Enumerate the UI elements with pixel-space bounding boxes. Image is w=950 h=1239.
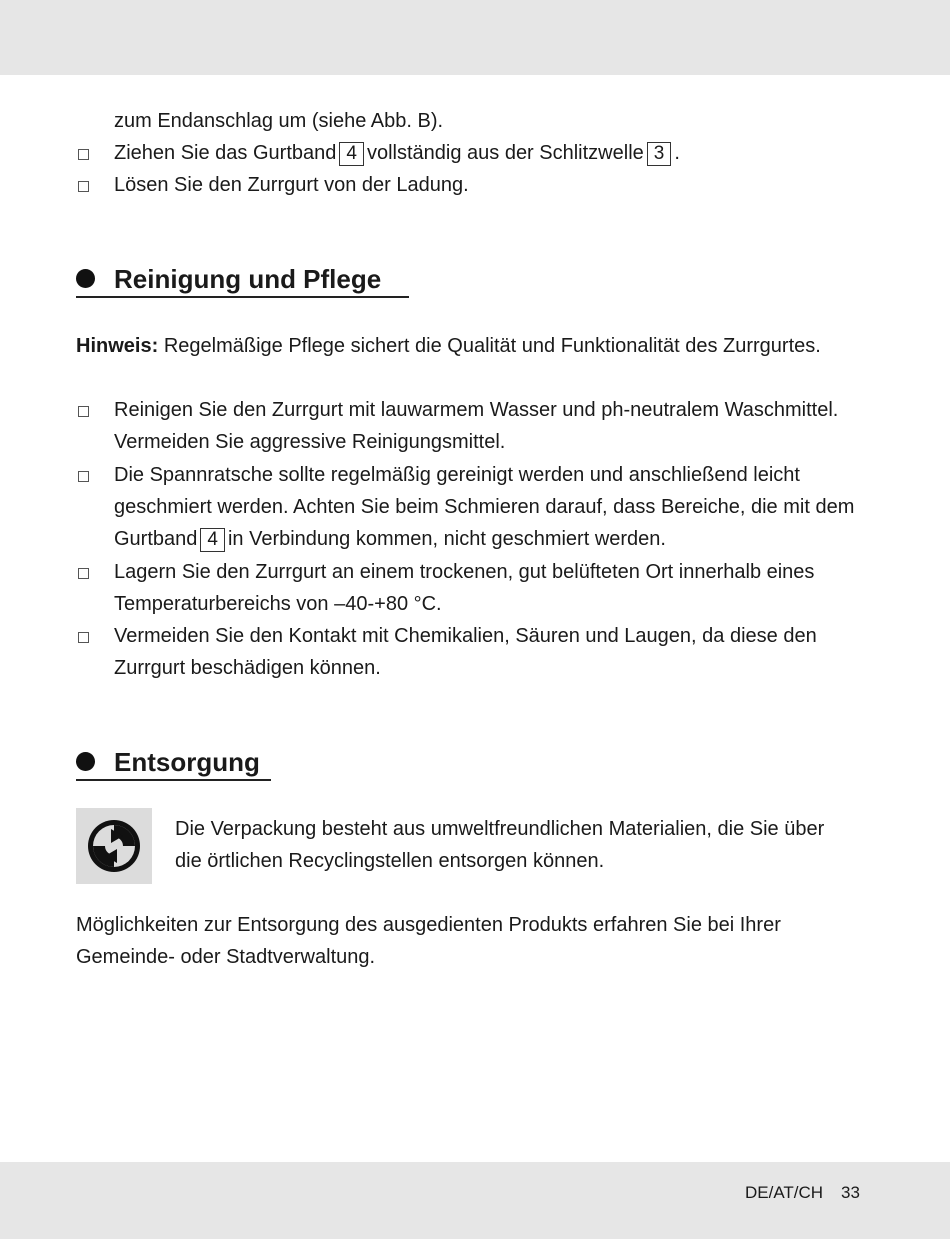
checkbox-icon — [78, 632, 89, 643]
heading-underline — [76, 779, 271, 781]
list-item-line: Zurrgurt beschädigen können. — [114, 657, 381, 679]
packaging-text-line: die örtlichen Recyclingstellen entsorgen können. — [175, 850, 605, 872]
list-item-line: Lagern Sie den Zurrgurt an einem trockenen, gut belüfteten Ort innerhalb eines — [114, 561, 815, 583]
checkbox-icon — [78, 471, 89, 482]
section-title-cleaning: Reinigung und Pflege — [114, 264, 382, 294]
checkbox-icon — [78, 568, 89, 579]
part-reference: 4 — [339, 142, 364, 166]
list-item-line: geschmiert werden. Achten Sie beim Schmieren darauf, dass Bereiche, die mit dem — [114, 496, 855, 518]
page-number: 33 — [841, 1183, 860, 1202]
note-paragraph: Hinweis: Regelmäßige Pflege sichert die Qualität und Funktionalität des Zurrgurtes. — [76, 335, 821, 357]
recycling-symbol-icon — [87, 819, 141, 873]
list-item: Ziehen Sie das Gurtband 4 vollständig aus der Schlitzwelle 3 . — [114, 142, 680, 164]
list-item-line: Reinigen Sie den Zurrgurt mit lauwarmem Wasser und ph-neutralem Waschmittel. — [114, 399, 839, 421]
checkbox-icon — [78, 149, 89, 160]
part-reference: 4 — [200, 528, 225, 552]
heading-underline — [76, 296, 409, 298]
part-reference: 3 — [647, 142, 672, 166]
section-bullet-icon — [76, 752, 95, 771]
list-item-line: Gurtband 4 in Verbindung kommen, nicht geschmiert werden. — [114, 528, 666, 550]
header-band — [0, 0, 950, 75]
list-item-line: Vermeiden Sie den Kontakt mit Chemikalien, Säuren und Laugen, da diese den — [114, 625, 817, 647]
checkbox-icon — [78, 406, 89, 417]
checkbox-icon — [78, 181, 89, 192]
disposal-text-line: Gemeinde- oder Stadtverwaltung. — [76, 946, 376, 968]
footer-region: DE/AT/CH — [745, 1183, 824, 1202]
intro-line: zum Endanschlag um (siehe Abb. B). — [114, 110, 444, 132]
packaging-text-line: Die Verpackung besteht aus umweltfreundlichen Materialien, die Sie über — [175, 818, 825, 840]
list-item-line: Temperaturbereichs von –40-+80 °C. — [114, 593, 442, 615]
green-dot-recycling-icon — [76, 808, 152, 884]
section-title-disposal: Entsorgung — [114, 747, 260, 777]
list-item: Lösen Sie den Zurrgurt von der Ladung. — [114, 174, 469, 196]
list-item-line: Vermeiden Sie aggressive Reinigungsmittel. — [114, 431, 506, 453]
list-item-line: Die Spannratsche sollte regelmäßig gereinigt werden und anschließend leicht — [114, 464, 800, 486]
disposal-text-line: Möglichkeiten zur Entsorgung des ausgedienten Produkts erfahren Sie bei Ihrer — [76, 914, 781, 936]
section-bullet-icon — [76, 269, 95, 288]
